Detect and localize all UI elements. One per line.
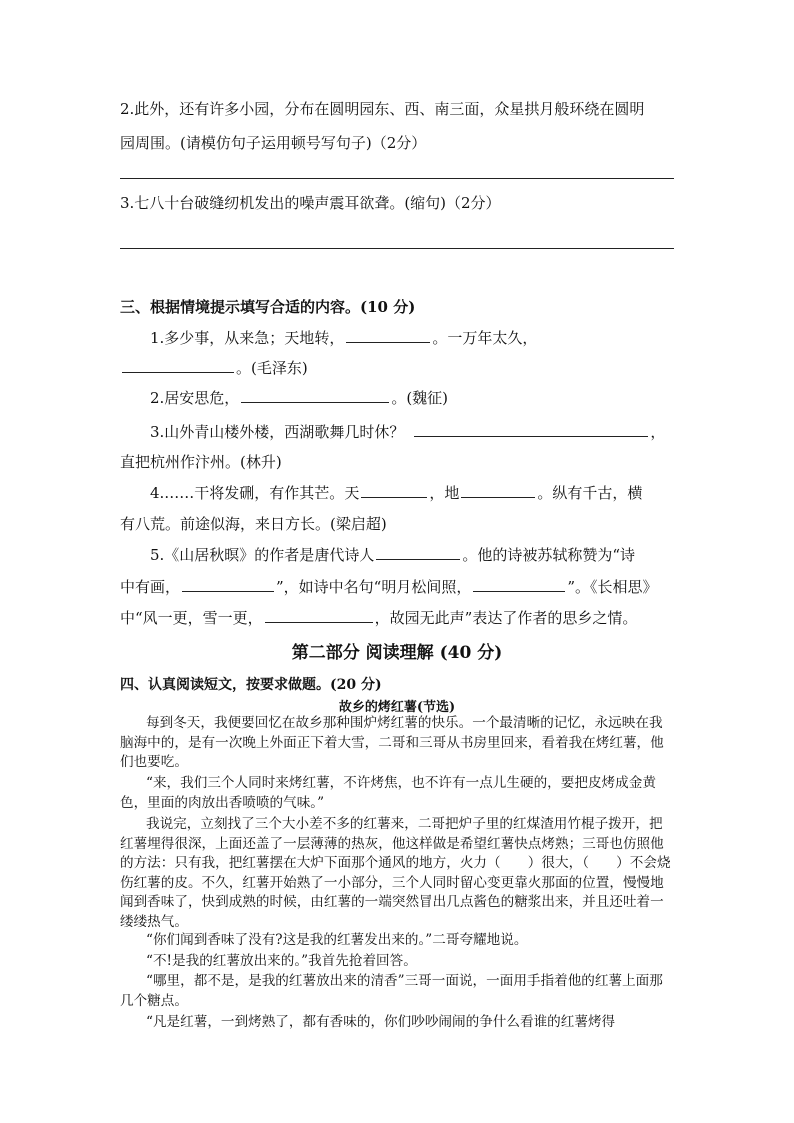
story-title: 故乡的烤红薯(节选): [338, 700, 456, 715]
s3-item5-blank1[interactable]: [376, 545, 460, 560]
s3-item1-blank1[interactable]: [346, 328, 430, 343]
section4-heading: 四、认真阅读短文，按要求做题。(20 分): [120, 677, 382, 693]
s3-item3-text-b: ，: [650, 423, 666, 441]
story-paragraph-1: 每到冬天，我便要回忆在故乡那种围炉烤红薯的快乐。一个最清晰的记忆，永远映在我脑海中的，是有一次晚上外面正下着大雪，二哥和三哥从书房里回来，看着我在烤红薯，他们也要吃。: [120, 715, 664, 770]
s3-item5-text-f: 中“风一更，雪一更，: [120, 609, 263, 627]
s3-item3-text-a: 3.山外青山楼外楼，西湖歌舞几时休？: [150, 423, 405, 441]
s3-item5-line3: [120, 607, 637, 628]
story-paragraph-7: “凡是红薯，一到烤熟了，都有香味的，你们吵吵闹闹的争什么看谁的红薯烤得: [146, 1014, 616, 1030]
part2-title: 第二部分 阅读理解 (40 分): [291, 643, 503, 663]
s3-item3-line2: 直把杭州作汴州。(林升): [120, 453, 282, 471]
q2-line1: 2.此外，还有许多小园，分布在圆明园东、西、南三面，众星拱月般环绕在圆明: [120, 100, 645, 118]
s3-item4-line1: [150, 482, 642, 503]
s3-item4-text-b: ，地: [429, 484, 460, 502]
q2-answer-line[interactable]: [120, 178, 674, 179]
s3-item5-line1: [150, 544, 635, 565]
story-paragraph-6: “哪里，都不是，是我的红薯放出来的清香”三哥一面说，一面用手指着他的红薯上面那几个糖点。: [120, 973, 663, 1009]
s3-item1-text-a: 1.多少事，从来急；天地转，: [150, 329, 345, 347]
s3-item4-line2: 有八荒。前途似海，来日方长。(梁启超): [120, 515, 387, 533]
q3-answer-line[interactable]: [120, 248, 674, 249]
story-paragraph-4: “你们闻到香味了没有?这是我的红薯发出来的。”二哥夸耀地说。: [146, 932, 528, 948]
s3-item5-blank3[interactable]: [473, 577, 565, 592]
s3-item5-text-g: ，故园无此声”表达了作者的思乡之情。: [374, 609, 638, 627]
s3-item5-text-e: ”。《长相思》: [567, 578, 658, 596]
s3-item5-text-b: 。他的诗被苏轼称赞为“诗: [462, 546, 635, 564]
s3-item2-text-b: 。(魏征): [391, 389, 449, 407]
s3-item1-line2: [120, 357, 308, 378]
s3-item4-text-c: 。纵有千古，横: [537, 484, 643, 502]
s3-item1-text-b: 。一万年太久，: [432, 329, 538, 347]
s3-item4-text-a: 4.……干将发硎，有作其芒。天: [150, 484, 360, 502]
story-paragraph-3: 我说完，立刻找了三个大小差不多的红薯来，二哥把炉子里的红煤渣用竹棍子拨开，把红薯埋得很深，上面还盖了一层薄薄的热灰，他这样做是希望红薯快点烤熟；三哥也仿照他的方法：只有我，把红薯摆在大炉下面那个通风的地方，火力（ ）很大，（ ）不会烧伤红薯的皮。不久，红薯开始熟了一小部分，三个人同时留心变更靠火那面的位置，慢慢地闻到香味了，快到成熟的时候，由红薯的一端突然冒出几点酱色的糖浆出来，并且还吐着一缕缕热气。: [120, 816, 671, 930]
s3-item5-blank4[interactable]: [265, 608, 373, 623]
story-paragraph-5: “不!是我的红薯放出来的。”我首先抢着回答。: [146, 953, 417, 969]
q2-line2: 园周围。(请模仿句子运用顿号写句子)（2分）: [120, 134, 427, 152]
s3-item5-line2: [120, 576, 658, 597]
s3-item1-blank2[interactable]: [122, 358, 234, 373]
s3-item1-line1: [150, 327, 537, 348]
s3-item5-blank2[interactable]: [182, 577, 274, 592]
section3-heading: 三、根据情境提示填写合适的内容。(10 分): [120, 298, 416, 316]
s3-item3-line1: [150, 421, 665, 442]
s3-item5-text-a: 5.《山居秋暝》的作者是唐代诗人: [150, 546, 375, 564]
s3-item2: [150, 387, 448, 408]
s3-item2-blank[interactable]: [241, 388, 389, 403]
s3-item4-blank2[interactable]: [461, 483, 535, 498]
s3-item4-blank1[interactable]: [361, 483, 427, 498]
s3-item5-text-c: 中有画，: [120, 578, 181, 596]
s3-item3-blank[interactable]: [414, 422, 648, 437]
q3-line1: 3.七八十台破缝纫机发出的噪声震耳欲聋。(缩句)（2分）: [120, 194, 501, 212]
s3-item2-text-a: 2.居安思危，: [150, 389, 240, 407]
s3-item5-text-d: ”，如诗中名句“明月松间照，: [276, 578, 472, 596]
story-paragraph-2: “来，我们三个人同时来烤红薯，不许烤焦，也不许有一点儿生硬的，要把皮烤成金黄色，里面的肉放出香喷喷的气味。”: [120, 775, 656, 811]
s3-item1-text-c: 。(毛泽东): [236, 359, 308, 377]
